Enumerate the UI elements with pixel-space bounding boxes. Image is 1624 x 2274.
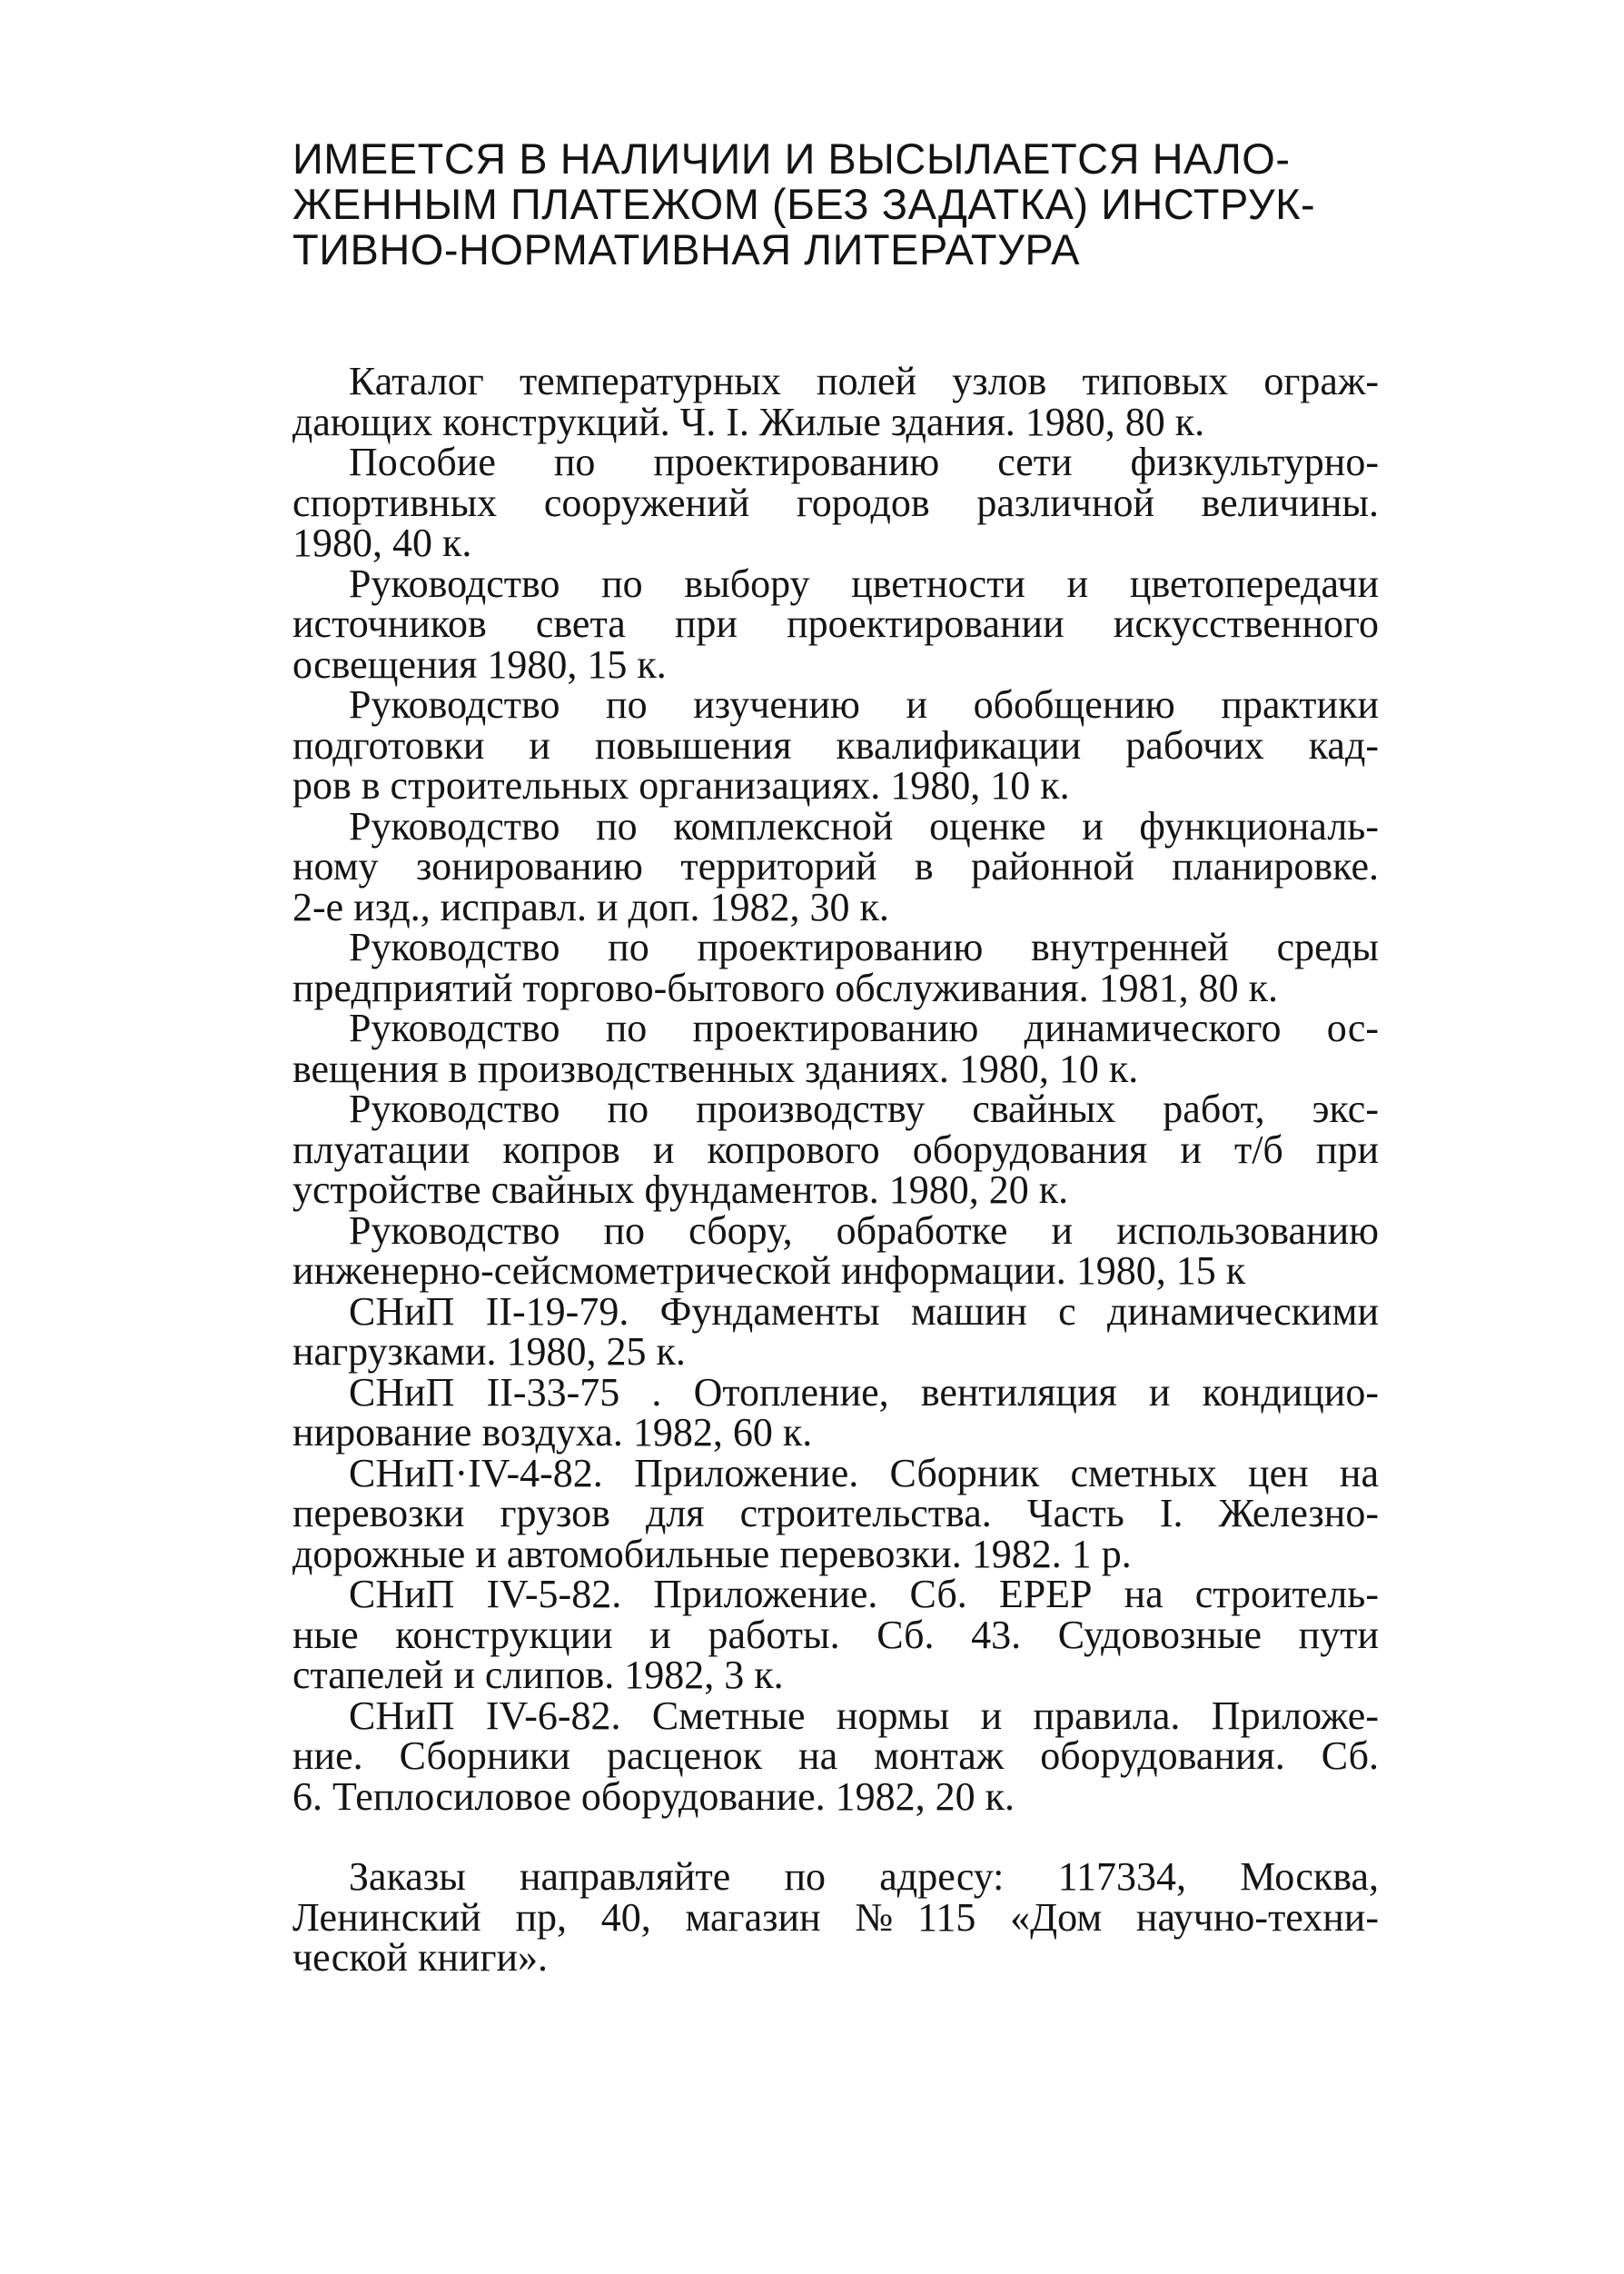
entry-line: ров в строительных организациях. 1980, 10 к. (292, 763, 1070, 808)
entry-line: источников света при проектировании искусственного (292, 601, 1379, 646)
entry-line: Руководство по изучению и обобщению практики (349, 682, 1379, 727)
entry-line: дающих конструкций. Ч. I. Жилые здания. 1980, 80 к. (292, 399, 1205, 444)
address-line: ческой книги». (292, 1935, 549, 1980)
catalog-entry (292, 1089, 1379, 1211)
entry-line: 2-е изд., исправл. и доп. 1982, 30 к. (292, 884, 889, 929)
entry-line: стапелей и слипов. 1982, 3 к. (292, 1653, 784, 1697)
catalog-entry (292, 925, 1379, 1010)
catalog-entry (292, 442, 1379, 564)
entry-line: СНиП IV-6-82. Сметные нормы и правила. Приложе- (349, 1693, 1379, 1738)
entry-line: спортивных сооружений городов различной величины. (292, 480, 1379, 525)
title-line: ЖЕННЫМ ПЛАТЕЖОМ (БЕЗ ЗАДАТКА) ИНСТРУК- (292, 180, 1316, 228)
entry-line: плуатации копров и копрового оборудования и т/б при (292, 1127, 1379, 1172)
catalog-entry (292, 1008, 1379, 1089)
entry-line: освещения 1980, 15 к. (292, 641, 667, 687)
catalog-entry (292, 803, 1379, 929)
address-line: Ленинский пр, 40, магазин №115 «Дом научно-техни- (292, 1894, 1379, 1940)
address-line: Заказы направляйте по адресу: 117334, Москва, (349, 1854, 1379, 1899)
entry-line: Руководство по комплексной оценке и функциональ- (349, 803, 1379, 849)
entry-line: подготовки и повышения квалификации рабочих кад- (292, 722, 1379, 768)
catalog-entry (292, 682, 1379, 808)
catalog-entry (292, 1207, 1379, 1293)
entry-line: ному зонированию территорий в районной планировке. (292, 844, 1379, 889)
entry-line: Руководство по выбору цветности и цветопередачи (349, 561, 1379, 606)
catalog-list (292, 359, 1379, 1980)
entry-line: Руководство по производству свайных работ, экс- (349, 1087, 1379, 1131)
entry-line: перевозки грузов для строительства. Часть I. Железно- (292, 1491, 1379, 1535)
entry-line: дорожные и автомобильные перевозки. 1982. 1 р. (292, 1531, 1132, 1576)
entry-line: вещения в производственных зданиях. 1980, 10 к. (292, 1046, 1139, 1091)
document-page (292, 136, 1379, 2019)
page-title (292, 136, 1379, 273)
catalog-entry (292, 1574, 1379, 1696)
entry-line: СНиП·IV-4-82. Приложение. Сборник сметных цен на (349, 1450, 1379, 1495)
entry-line: ние. Сборники расценок на монтаж оборудования. Сб. (292, 1733, 1379, 1778)
entry-line: Пособие по проектированию сети физкультурно- (349, 440, 1379, 484)
entry-line: ные конструкции и работы. Сб. 43. Судовозные пути (292, 1612, 1379, 1657)
catalog-entry (292, 561, 1379, 687)
entry-line: СНиП II-33-75 . Отопление, вентиляция и кондицио- (349, 1369, 1379, 1415)
catalog-entry (292, 1369, 1379, 1455)
order-address (292, 1854, 1379, 1980)
catalog-entry (292, 1450, 1379, 1576)
entry-line: нирование воздуха. 1982, 60 к. (292, 1410, 813, 1455)
entry-line: Руководство по проектированию внутренней среды (349, 925, 1379, 969)
entry-line: нагрузками. 1980, 25 к. (292, 1329, 686, 1374)
entry-line: Каталог температурных полей узлов типовых ограж- (349, 359, 1379, 403)
entry-line: предприятий торгово-бытового обслуживания. 1981, 80 к. (292, 965, 1278, 1010)
title-line: ИМЕЕТСЯ В НАЛИЧИИ И ВЫСЫЛАЕТСЯ НАЛО- (292, 134, 1291, 183)
catalog-entry (292, 359, 1379, 444)
entry-line: 6. Теплосиловое оборудование. 1982, 20 к. (292, 1773, 1015, 1819)
entry-line: инженерно-сейсмометрической информации. 1980, 15 к (292, 1248, 1246, 1293)
entry-line: устройстве свайных фундаментов. 1980, 20 к. (292, 1167, 1069, 1212)
entry-line: Руководство по проектированию динамического ос- (349, 1006, 1379, 1050)
entry-line: СНиП II-19-79. Фундаменты машин с динамическими (349, 1288, 1379, 1334)
catalog-entry (292, 1288, 1379, 1374)
catalog-entry (292, 1693, 1379, 1819)
entry-line: 1980, 40 к. (292, 521, 472, 565)
entry-line: СНиП IV-5-82. Приложение. Сб. ЕРЕР на строитель- (349, 1572, 1379, 1616)
entry-line: Руководство по сбору, обработке и использованию (349, 1207, 1379, 1253)
title-line: ТИВНО-НОРМАТИВНАЯ ЛИТЕРАТУРА (292, 225, 1080, 273)
